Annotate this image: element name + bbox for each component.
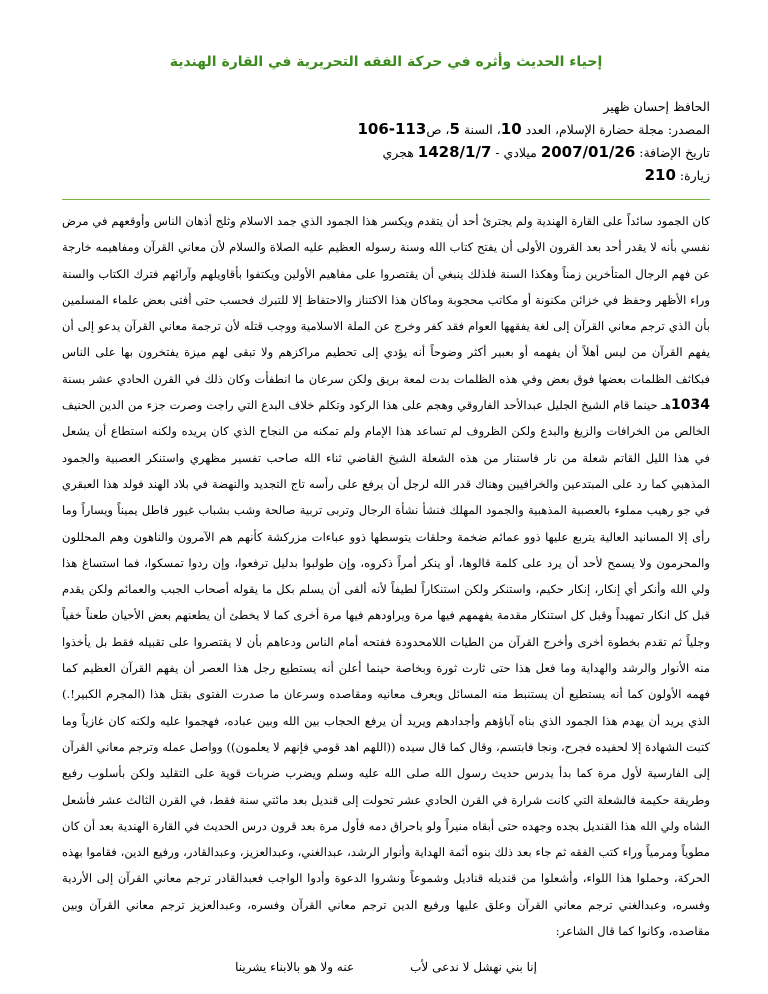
year-label: ، السنة xyxy=(459,122,501,137)
year-1034: 1034 xyxy=(671,397,710,414)
date-line xyxy=(62,141,710,164)
header-divider xyxy=(62,199,710,200)
date-gregorian: 2007/01/26 xyxy=(540,143,636,161)
gregorian-suffix: ميلادي - xyxy=(491,145,541,160)
poem-verse xyxy=(62,954,710,980)
verse-first-hemistich: إنا بني نهشل لا ندعى لأب xyxy=(410,960,537,975)
visits-count: 210 xyxy=(644,166,676,184)
hijri-suffix: هجري xyxy=(382,145,418,160)
visits-line xyxy=(62,164,710,187)
date-hijri: 1428/1/7 xyxy=(417,143,492,161)
article-meta xyxy=(62,95,710,187)
author-name: الحافظ إحسان ظهير xyxy=(603,99,710,114)
date-label: تاريخ الإضافة: xyxy=(635,145,710,160)
source-text: مجلة حضارة الإسلام، العدد xyxy=(521,122,664,137)
source-label: المصدر: xyxy=(663,122,710,137)
body-text-part2: هـ حينما قام الشيخ الجليل عبدالأحد الفاروقي وهجم على هذا الركود وتكلم خلاف البدع التي راجت وصرت جزء من الدين الحنيف الخالص من الخرافات والزيغ والبدع ولكن الظروف لم تساعد هذا الإمام ولم تمكنه من النجاح الذي كان يريده ولكنه استطاع أن يشعل في هذا الليل القاتم شعلة من نار فاستنار من هذه الشعلة الشيخ القاضي ثناء الله صاحب تفسير مظهري واستنكر العصبية والجمود المذهبي كما رد على المبتدعين والخرافيين وهناك قدر الله لرجل أن يرفع على رأسه تاج التجديد والنهضة في بلاد الهند فولد هذا العبقري في جو رهيب مملوء بالعصبية المذهبية والجمود المهلك فنشأ نشأة الرجال وتربى تربية صالحة وشب بشباب غيور فاطل يميناً ويساراً وما رأى إلا المسانيد العالية يتربع عليها ذوو عمائم ضخمة وحلقات يتوسطها ذوو عباءات مزركشة كأنهم هم الآمرون والناهون وهم المحللون والمحرمون ولا يسمح لأحد أن يرد على كلمة قالوها، أو ينكر أمراً ذكروه، وإن طولبوا بدليل ترفعوا، وإن ردوا تمسكوا، فما استساغ هذا ولي الله وأنكر أي إنكار، إنكار حكيم، واستنكر ولكن استنكاراً لطيفاً لأنه ألفى أن يسلم بكل ما يقوله أصحاب الجبب والعمائم ولكن يقدم قبل كل انكار تمهيداً وقبل كل استنكار مقدمة يفهمهم فيها مرة ويراودهم فيها مرة أخرى كما لا يخطئ أن يطعنهم بعض الأحيان طعناً خفياً وجلياً ثم تقدم بخطوة أخرى وأخرج القرآن من الطيات اللامحدودة ففتحه أمام الناس ودعاهم بأن لا يقتصروا على تقبيله فقط بل يأخذوا منه الأنوار والرشد والهداية وما فعل هذا حتى ثارت ثورة وبخاصة حينما أعلن أنه يستطيع رجل هذا العصر أن يفهم القرآن العظيم كما فهمه الأولون كما أنه يستطيع أن يستنبط منه المسائل ويعرف معانيه ومقاصده وسرعان ما صدرت الفتوى بقتل هذا (المجرم الكبير!.) الذي يريد أن يهدم هذا الجمود الذي بناه آباؤهم وأجدادهم ويريد أن يرفع الحجاب بين الله وبين عباده، فهجموا عليه ولكنه كان غازياً وما كتبت الشهادة إلا لحفيده فجرح، ونجا فابتسم، وقال كما قال سيده ((اللهم اهد قومي فإنهم لا يعلمون)) وواصل عمله وترجم معاني القرآن إلى الفارسية لأول مرة كما بدأ يدرس حديث رسول الله صلى الله عليه وسلم ويضرب ضربات قوية على التقليد ولكن بأسلوب رفيع وطريقة حكيمة فالشعلة التي كانت شرارة في القرن الحادي عشر تحولت إلى قنديل بعد مائتي سنة فقط، في القرن الثالث عشر فأشعل الشاه ولي الله هذا القنديل بجده وجهده حتى أبقاه منيراً ولو باحراق دمه فأول مرة بعد قرون درس الحديث في القارة الهندية بعد أن كان مطوياً ومرمياً وراء كتب الفقه ثم جاء بعد ذلك بنوه أئمة الهداية وأنوار الرشد، عبدالغني، وعبدالعزيز، وعبدالقادر، ورفيع الدين، فقاموا بهذه الحركة، وحملوا هذا اللواء، وأشعلوا من قنديله قناديل وشموعاً ونشروا الدعوة وأدوا الواجب فعبدالقادر ترجم معاني القرآن إلى الأردية وفسره، وعبدالغني ترجم معاني القرآن وعلق عليها ورفيع الدين ترجم معاني القرآن وفسره، وعبدالعزيز ترجم معاني القرآن وبين مقاصده، وكانوا كما قال الشاعر: xyxy=(62,398,710,939)
verse-second-hemistich: عنه ولا هو بالابناء يشرينا xyxy=(235,960,355,975)
body-paragraph xyxy=(62,208,710,944)
issue-number: 10 xyxy=(500,120,522,138)
pages-label: ، ص xyxy=(426,122,450,137)
article-title: إحياء الحديث وأثره في حركة الفقه التحريرية في القارة الهندية xyxy=(169,54,603,70)
article-body xyxy=(62,208,710,944)
body-text-part1: كان الجمود سائداً على القارة الهندية ولم يجترئ أحد أن يتقدم ويكسر هذا الجمود الذي جمد الاسلام وثلج أذهان الناس وأوقعهم في مرض نفسي بأنه لا يقدر أحد بعد القرون الأولى أن يفتح كتاب الله وسنة رسوله العظيم عليه الصلاة والسلام لأن معاني القرآن ومفاهيمه خارجة عن فهم الرجال المتأخرين زمناً وهكذا السنة فلذلك ينبغي أن يقتصروا على مفاهيم الأولين ويكتفوا بأقاويلهم وآرائهم فترك الكتاب والسنة وراء الأظهر وحفظ في خزائن مكنونة أو مكاتب محجوبة وماكان هذا الاكتناز والاحتفاظ إلا للتبرك فحسب حتى أفتى بعض علماء المسلمين بأن الذي ترجم معاني القرآن إلى لغة يفقهها العوام فقد كفر وخرج عن الملة الاسلامية ووجب قتله لأن ترجمة معاني القرآن يدعو إلى أن يفهم القرآن من ليس أهلاً أن يفهمه أو بعبير أكثر وضوحاً أنه يؤدي إلى تحطيم مراكزهم ولا تبقى لهم ميزة يفتخرون بها على الناس فبكاثف الظلمات بعضها فوق بعض وفي هذه الظلمات بدت لمعة بريق ولكن سرعان ما انطفأت وكان ذلك في القرن الحادي عشر بسنة xyxy=(62,214,710,386)
year-number: 5 xyxy=(449,120,460,138)
visits-label: زيارة: xyxy=(675,168,710,183)
source-line xyxy=(62,118,710,141)
pages-range: 113-106 xyxy=(357,120,427,138)
